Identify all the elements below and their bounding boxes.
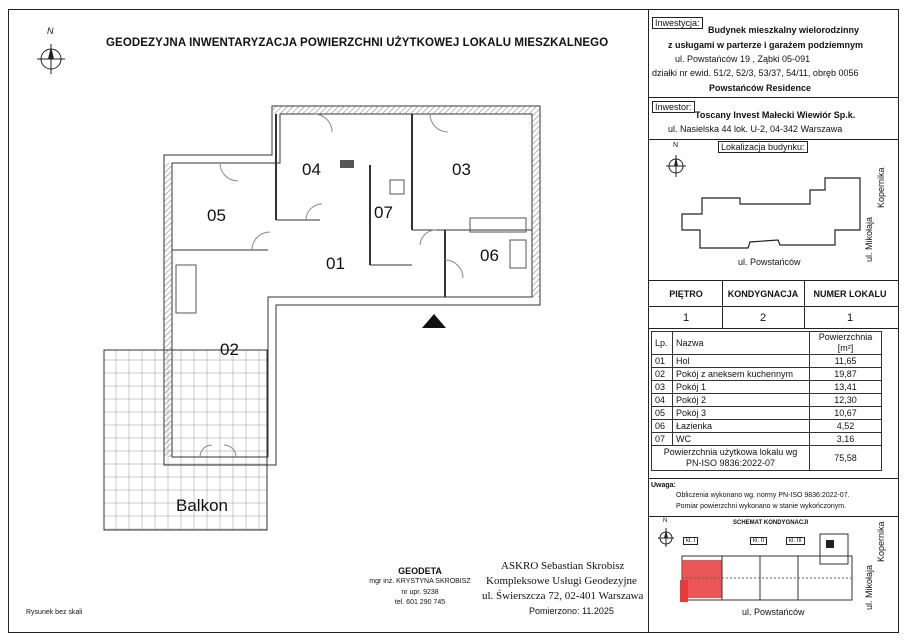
page-title: GEODEZYJNA INWENTARYZACJA POWIERZCHNI UŻYTKOWEJ LOKALU MIESZKALNEGO [106,37,609,49]
geodeta-name: mgr inż. KRYSTYNA SKROBISZ [369,578,471,585]
rooms-table-header: Lp. Nazwa Powierzchnia [m²] [652,332,882,355]
investor-name: Toscany Invest Małecki Wiewiór Sp.k. [695,110,856,120]
schema-kl1: kl. I [683,537,698,545]
door-swing [430,114,448,132]
level-header-unit: NUMER LOKALU [813,289,887,299]
investment-line5: Powstańców Residence [709,83,812,93]
notes-line1: Obliczenia wykonano wg. normy PN-ISO 9836:2022-07. [676,492,850,499]
schema-kl3: kl. III [786,537,805,545]
table-row: 04 Pokój 2 12,30 [652,394,882,407]
investor-address: ul. Nasielska 44 lok. U-2, 04-342 Warszawa [668,124,843,134]
notes-line2: Pomiar powierzchni wykonano w stanie wykończonym. [676,503,847,510]
total-value: 75,58 [810,446,882,471]
schema-title: SCHEMAT KONDYGNACJI [733,520,809,526]
room-label-07: 07 [374,203,393,222]
schema-street-bottom: ul. Powstańców [742,607,805,617]
table-row: 02 Pokój z aneksem kuchennym 19,87 [652,368,882,381]
geodeta-tel: tel. 601 290 745 [394,599,446,606]
total-label2: PN-ISO 9836:2022-07 [685,458,776,468]
schema-street-right: ul. Mikołaja [864,564,874,610]
investment-line4: działki nr ewid. 51/2, 52/3, 53/37, 54/11, obręb 0056 [652,68,859,78]
location-north-label: N [673,142,679,149]
room-label-03: 03 [452,160,471,179]
toilet [390,180,404,194]
geodeta-nr: nr upr. 9238 [401,589,439,596]
scale-note: Rysunek bez skali [26,609,83,616]
notes-label: Uwaga: [651,482,676,489]
company-line3: ul. Świerszcza 72, 02-401 Warszawa [482,590,644,602]
table-row: 01 Hol 11,65 [652,355,882,368]
door-swing [220,163,238,181]
schema-north-label: N [663,518,668,524]
investment-line2: z usługami w parterze i garażem podziemnym [668,40,864,50]
location-street-right2: Kopernika [876,167,886,208]
balcony-label: Balkon [176,496,228,515]
door-swing [314,114,332,132]
table-row: 07 WC 3,16 [652,433,882,446]
company-line2: Kompleksowe Usługi Geodezyjne [486,575,637,587]
investor-label: Inwestor: [652,101,695,113]
level-value-unit: 1 [846,312,854,324]
level-header-floor: PIĘTRO [669,289,703,299]
room-label-05: 05 [207,206,226,225]
level-header-storey: KONDYGNACJA [727,289,799,299]
room-label-04: 04 [302,160,321,179]
schema-street-right2: Kopernika [876,521,886,562]
washbasin [510,240,526,268]
level-value-storey: 2 [759,312,767,324]
total-label1: Powierzchnia użytkowa lokalu wg [663,447,798,457]
table-row: 06 Łazienka 4,52 [652,420,882,433]
location-street-bottom: ul. Powstańców [738,257,801,267]
kitchen-counter [176,265,196,313]
door-swing [306,204,322,220]
door-swing [420,230,436,245]
table-row: 05 Pokój 3 10,67 [652,407,882,420]
room-label-06: 06 [480,246,499,265]
table-row: 03 Pokój 1 13,41 [652,381,882,394]
north-arrow-icon [34,26,68,76]
door-swing [445,260,463,278]
measured-date: Pomierzono: 11.2025 [529,606,614,616]
schema-north-icon [656,518,676,548]
investment-line3: ul. Powstańców 19 , Ząbki 05-091 [675,54,811,64]
north-label: N [47,26,54,36]
investment-line1: Budynek mieszkalny wielorodzinny [708,25,860,35]
building-outline [660,170,870,260]
location-street-right: ul. Mikołaja [864,216,874,262]
room-label-01: 01 [326,254,345,273]
location-label: Lokalizacja budynku: [718,141,808,153]
rooms-table [651,331,882,471]
company-line1: ASKRO Sebastian Skrobisz [501,560,625,572]
schema-plan [680,530,860,604]
right-panel-divider [648,9,649,633]
door-swing [252,232,270,250]
investment-label: Inwestycja: [652,17,703,29]
rooms-total-row [652,446,882,471]
entrance-arrow-icon [422,314,446,328]
level-value-floor: 1 [682,312,690,324]
room-label-02: 02 [220,340,239,359]
schema-kl2: kl. II [750,537,767,545]
shaft [340,160,354,168]
geodeta-title: GEODETA [398,566,442,576]
